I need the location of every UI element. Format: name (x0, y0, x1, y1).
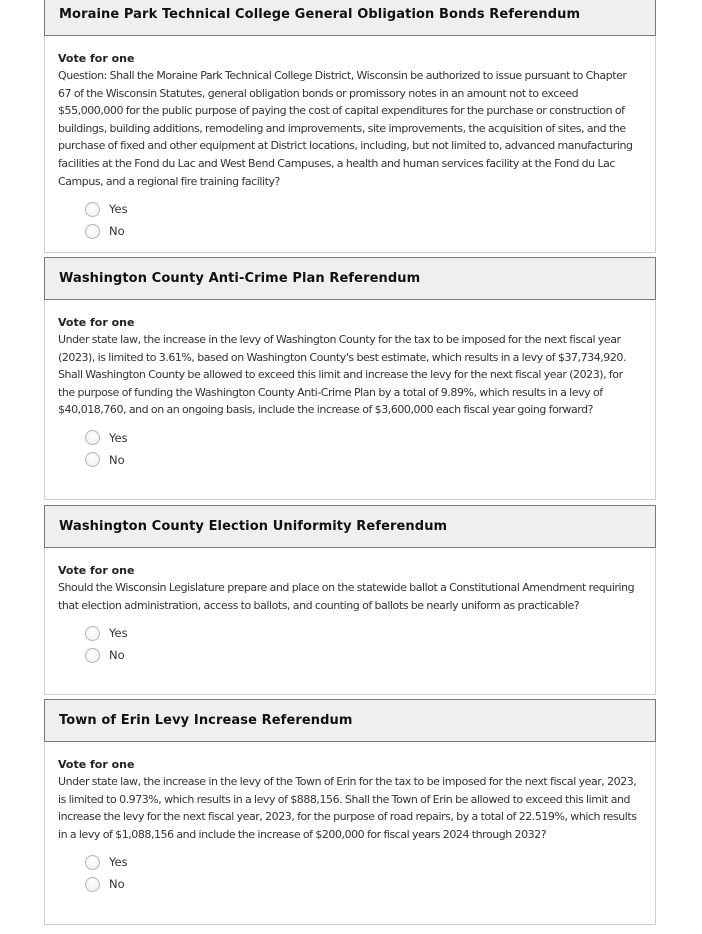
referendum-anti-crime (44, 257, 656, 500)
radio-button-yes[interactable] (85, 626, 100, 641)
referendum-question: Question: Shall the Moraine Park Technical College District, Wisconsin be authorized to issue pursuant to Chapter 67 of the Wisconsin Statutes, general obligation bonds or promissory notes in an amount not to exceed $55,000,000 for the public purpose of paying the cost of capital expenditures for the purchase or construction of buildings, building additions, remodeling and improvements, site improvements, the acquisition of sites, and the purchase of fixed and other equipment at District locations, including, but not limited to, advanced manufacturing facilities at the Fond du Lac and West Bend Campuses, a health and human services facility at the Fond du Lac Campus, and a regional fire training facility? (58, 69, 633, 188)
referendum-body (44, 36, 656, 253)
vote-instruction: Vote for one (58, 316, 135, 329)
option-yes[interactable] (85, 851, 642, 873)
option-label-yes: Yes (109, 855, 128, 870)
option-no[interactable] (85, 644, 642, 666)
referendum-moraine-park (44, 0, 656, 253)
option-label-no: No (109, 877, 125, 892)
option-label-no: No (109, 452, 125, 467)
vote-instruction: Vote for one (58, 564, 135, 577)
option-label-yes: Yes (109, 626, 128, 641)
referendum-body (44, 742, 656, 925)
radio-button-no[interactable] (85, 877, 100, 892)
referendum-header (44, 0, 656, 36)
referendum-header (44, 505, 656, 548)
option-label-no: No (109, 648, 125, 663)
referendum-question: Should the Wisconsin Legislature prepare and place on the statewide ballot a Constitutional Amendment requiring that election administration, access to ballots, and counting of ballots be nearly uniform as practicable? (58, 581, 635, 612)
referendum-title: Town of Erin Levy Increase Referendum (59, 713, 353, 728)
referendum-title: Washington County Anti-Crime Plan Referendum (59, 271, 421, 286)
option-no[interactable] (85, 449, 642, 471)
option-yes[interactable] (85, 427, 642, 449)
referendum-body (44, 548, 656, 695)
referendum-header (44, 257, 656, 300)
radio-button-yes[interactable] (85, 202, 100, 217)
vote-instruction: Vote for one (58, 758, 135, 771)
option-yes[interactable] (85, 198, 642, 220)
referendum-question: Under state law, the increase in the levy of Washington County for the tax to be imposed for the next fiscal year (2023), is limited to 3.61%, based on Washington County's best estimate, which results in a levy of $37,734,920. Shall Washington County be allowed to exceed this limit and increase the levy for the next fiscal year (2023), for the purpose of funding the Washington County Anti-Crime Plan by a total of 9.89%, which results in a levy of $40,018,760, and on an ongoing basis, include the increase of $3,600,000 each fiscal year going forward? (58, 333, 626, 417)
option-label-yes: Yes (109, 202, 128, 217)
radio-button-no[interactable] (85, 224, 100, 239)
referendum-title: Moraine Park Technical College General Obligation Bonds Referendum (59, 7, 581, 22)
option-yes[interactable] (85, 622, 642, 644)
referendum-election-uniformity (44, 505, 656, 695)
option-label-yes: Yes (109, 430, 128, 445)
referendum-header (44, 699, 656, 742)
option-no[interactable] (85, 220, 642, 242)
referendum-question: Under state law, the increase in the levy of the Town of Erin for the tax to be imposed for the next fiscal year, 2023, is limited to 0.973%, which results in a levy of $888,156. Shall the Town of Erin be allowed to exceed this limit and increase the levy for the next fiscal year, 2023, for the purpose of road repairs, by a total of 22.519%, which results in a levy of $1,088,156 and include the increase of $200,000 for fiscal years 2024 through 2032? (58, 775, 637, 841)
referendum-body (44, 300, 656, 500)
radio-button-no[interactable] (85, 648, 100, 663)
option-no[interactable] (85, 873, 642, 895)
referendum-title: Washington County Election Uniformity Referendum (59, 519, 448, 534)
radio-button-no[interactable] (85, 452, 100, 467)
radio-button-yes[interactable] (85, 430, 100, 445)
referendum-town-of-erin (44, 699, 656, 925)
vote-instruction: Vote for one (58, 52, 135, 65)
radio-button-yes[interactable] (85, 855, 100, 870)
option-label-no: No (109, 224, 125, 239)
